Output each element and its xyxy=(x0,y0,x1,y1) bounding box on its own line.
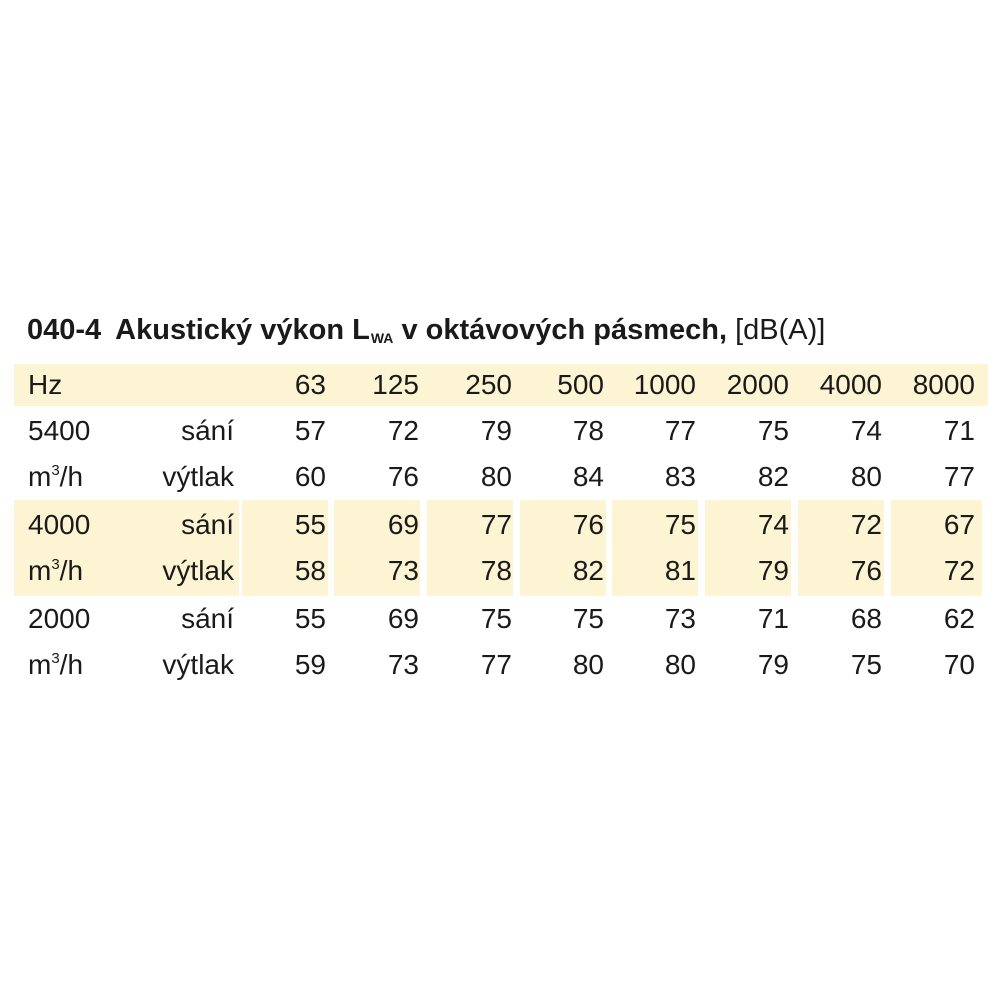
flow-unit-base: m xyxy=(28,461,52,492)
value-cell: 62 xyxy=(943,603,975,634)
value-cell: 67 xyxy=(943,509,975,540)
value-cell: 73 xyxy=(664,603,696,634)
value-cell: 77 xyxy=(664,415,696,446)
value-cell: 75 xyxy=(572,603,604,634)
value-cell: 80 xyxy=(664,649,696,680)
flow-group xyxy=(14,406,988,500)
value-cell: 71 xyxy=(943,415,975,446)
value-cell: 70 xyxy=(943,649,975,680)
value-cell: 79 xyxy=(480,415,512,446)
table-row xyxy=(14,502,988,548)
value-cell: 55 xyxy=(294,603,326,634)
title-unit: [dB(A)] xyxy=(735,314,826,346)
table-row xyxy=(14,548,988,594)
title-text: Akustický výkon L xyxy=(115,314,370,346)
value-cell: 76 xyxy=(387,461,419,492)
measurement-type: výtlak xyxy=(162,555,234,586)
freq-250: 250 xyxy=(465,369,512,400)
freq-8000: 8000 xyxy=(912,369,975,400)
flow-value: 5400 xyxy=(28,415,91,446)
value-cell: 78 xyxy=(572,415,604,446)
value-cell: 75 xyxy=(664,509,696,540)
value-cell: 82 xyxy=(757,461,789,492)
value-cell: 73 xyxy=(387,555,419,586)
value-cell: 68 xyxy=(850,603,882,634)
flow-unit-tail: /h xyxy=(59,555,84,586)
header-row xyxy=(14,364,988,406)
value-cell: 69 xyxy=(387,603,419,634)
flow-unit-tail: /h xyxy=(59,461,84,492)
flow-unit-exponent: 3 xyxy=(51,556,60,573)
value-cell: 80 xyxy=(850,461,882,492)
measurement-type: výtlak xyxy=(162,649,234,680)
flow-unit xyxy=(28,548,83,594)
value-cell: 75 xyxy=(850,649,882,680)
value-cell: 84 xyxy=(572,461,604,492)
freq-4000: 4000 xyxy=(819,369,882,400)
flow-unit xyxy=(28,642,83,688)
flow-value: 2000 xyxy=(28,603,91,634)
value-cell: 79 xyxy=(757,649,789,680)
value-cell: 77 xyxy=(480,509,512,540)
flow-unit xyxy=(28,454,83,500)
title-suffix: v oktávových pásmech, xyxy=(393,314,728,346)
value-cell: 60 xyxy=(294,461,326,492)
value-cell: 75 xyxy=(757,415,789,446)
table-row xyxy=(14,454,988,500)
value-cell: 74 xyxy=(757,509,789,540)
value-cell: 80 xyxy=(480,461,512,492)
value-cell: 72 xyxy=(850,509,882,540)
value-cell: 71 xyxy=(757,603,789,634)
freq-500: 500 xyxy=(557,369,604,400)
measurement-type: sání xyxy=(181,415,234,446)
value-cell: 82 xyxy=(572,555,604,586)
value-cell: 80 xyxy=(572,649,604,680)
value-cell: 77 xyxy=(943,461,975,492)
measurement-type: sání xyxy=(181,603,234,634)
title-code: 040-4 xyxy=(27,314,102,346)
value-cell: 74 xyxy=(850,415,882,446)
value-cell: 79 xyxy=(757,555,789,586)
value-cell: 83 xyxy=(664,461,696,492)
value-cell: 69 xyxy=(387,509,419,540)
flow-unit-tail: /h xyxy=(59,649,84,680)
measurement-type: sání xyxy=(181,509,234,540)
value-cell: 72 xyxy=(387,415,419,446)
freq-2000: 2000 xyxy=(726,369,789,400)
acoustic-table xyxy=(14,364,988,688)
value-cell: 78 xyxy=(480,555,512,586)
freq-63: 63 xyxy=(294,369,326,400)
flow-value: 4000 xyxy=(28,509,91,540)
value-cell: 57 xyxy=(294,415,326,446)
flow-unit-base: m xyxy=(28,555,52,586)
measurement-type: výtlak xyxy=(162,461,234,492)
value-cell: 73 xyxy=(387,649,419,680)
table-body xyxy=(14,406,988,688)
value-cell: 77 xyxy=(480,649,512,680)
value-cell: 72 xyxy=(943,555,975,586)
value-cell: 58 xyxy=(294,555,326,586)
value-cell: 76 xyxy=(850,555,882,586)
table-row xyxy=(14,408,988,454)
value-cell: 81 xyxy=(664,555,696,586)
flow-group xyxy=(14,594,988,688)
table-row xyxy=(14,642,988,688)
value-cell: 76 xyxy=(572,509,604,540)
freq-125: 125 xyxy=(372,369,419,400)
table-title xyxy=(27,308,825,360)
table-row xyxy=(14,596,988,642)
value-cell: 55 xyxy=(294,509,326,540)
title-subscript: WA xyxy=(370,330,394,346)
flow-unit-exponent: 3 xyxy=(51,650,60,667)
freq-1000: 1000 xyxy=(633,369,696,400)
flow-unit-exponent: 3 xyxy=(51,462,60,479)
header-hz-label: Hz xyxy=(28,369,63,400)
flow-unit-base: m xyxy=(28,649,52,680)
flow-group xyxy=(14,500,988,594)
value-cell: 59 xyxy=(294,649,326,680)
value-cell: 75 xyxy=(480,603,512,634)
